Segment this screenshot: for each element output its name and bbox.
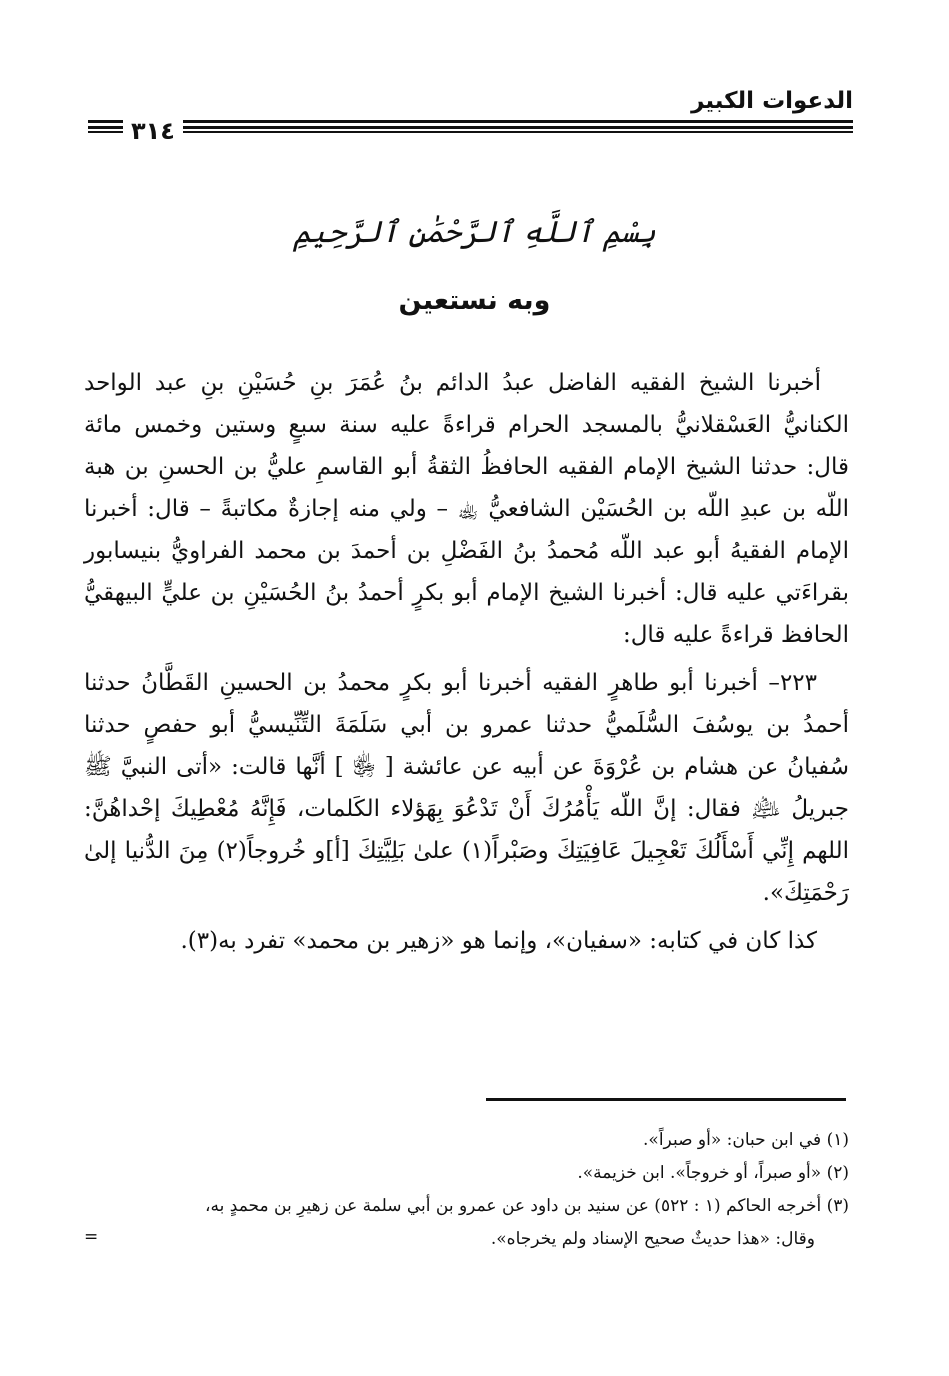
header-rule-top — [88, 120, 853, 123]
subtitle: وبه نستعين — [398, 285, 551, 316]
continuation-mark: = — [84, 1227, 99, 1247]
footnote-1: (١) في ابن حبان: «أو صبراً». — [643, 1130, 849, 1150]
running-title: الدعوات الكبير — [691, 88, 853, 114]
footnotes — [84, 1124, 849, 1256]
paragraph-isnad: أخبرنا الشيخ الفقيه الفاضل عبدُ الدائم بنُ عُمَرَ بنِ حُسَيْنِ بنِ عبد الواحد الكنانيُّ العَسْقلانيُّ بالمسجد الحرام قراءةً عليه سنة سبعٍ وستين وخمس مائة قال: حدثنا الشيخ الإمام الفقيه الحافظُ الثقةُ أبو القاسمِ عليُّ بن الحسنِ بن هبة اللّه بن عبدِ اللّه بن الحُسَيْن الشافعيُّ ﵀ – ولي منه إجازةٌ مكاتبةً – قال: أخبرنا الإمام الفقيهُ أبو عبد اللّه مُحمدُ بنُ الفَضْلِ بن أحمدَ بن محمد الفراويُّ بنيسابور بقراءَتي عليه قال: أخبرنا الشيخ الإمام أبو بكرٍ أحمدُ بنُ الحُسَيْنِ بن عليٍّ البيهقيُّ الحافظ قراءةً عليه قال: — [84, 370, 849, 648]
footnote-3-continued: وقال: «هذا حديثٌ صحيح الإسناد ولم يخرجاه». — [490, 1229, 815, 1249]
footnote-separator — [486, 1098, 846, 1101]
page-header — [88, 84, 853, 144]
paragraph-hadith-223: ٢٢٣– أخبرنا أبو طاهرٍ الفقيه أخبرنا أبو بكرٍ محمدُ بن الحسينِ القَطَّانُ حدثنا أحمدُ بن يوسُفَ السُّلَميُّ حدثنا عمرو بن أبي سَلَمَةَ التِّنِّيسيُّ أبو حفصٍ حدثنا سُفيانُ عن هشام بن عُرْوَةَ عن أبيه عن عائشة [ ﵂ ] أنَّها قالت: «أتى النبيَّ ﷺ جبريلُ ﵇ فقال: إنَّ اللّه يَأْمُرُكَ أَنْ تَدْعُوَ بِهَؤلاء الكَلمات، فَإِنَّهُ مُعْطِيكَ إحْداهُنَّ: اللهم إِنِّي أَسْأَلُكَ تَعْجِيلَ عَافِيَتِكَ وصَبْراً(١) علىٰ بَلِيَّتِكَ [أ]و خُروجاً(٢) مِنَ الدُّنيا إلىٰ رَحْمَتِكَ». — [84, 670, 850, 906]
page-number: ٣١٤ — [123, 118, 183, 144]
main-text — [84, 362, 849, 968]
footnote-2: (٢) «أو صبراً، أو خروجاً». ابن خزيمة». — [577, 1163, 849, 1183]
paragraph-remark: كذا كان في كتابه: «سفيان»، وإنما هو «زهير بن محمد» تفرد به(٣). — [180, 928, 817, 954]
header-rule-bottom — [88, 131, 853, 133]
footnote-3: (٣) أخرجه الحاكم (١ : ٥٢٢) عن سنيد بن داود عن عمرو بن أبي سلمة عن زهيرِ بن محمدٍ به، — [205, 1196, 849, 1216]
basmala-heading: بِسْمِ ٱللَّهِ ٱلرَّحْمَٰنِ ٱلرَّحِيمِ — [293, 215, 656, 250]
header-rule-middle — [88, 126, 853, 129]
